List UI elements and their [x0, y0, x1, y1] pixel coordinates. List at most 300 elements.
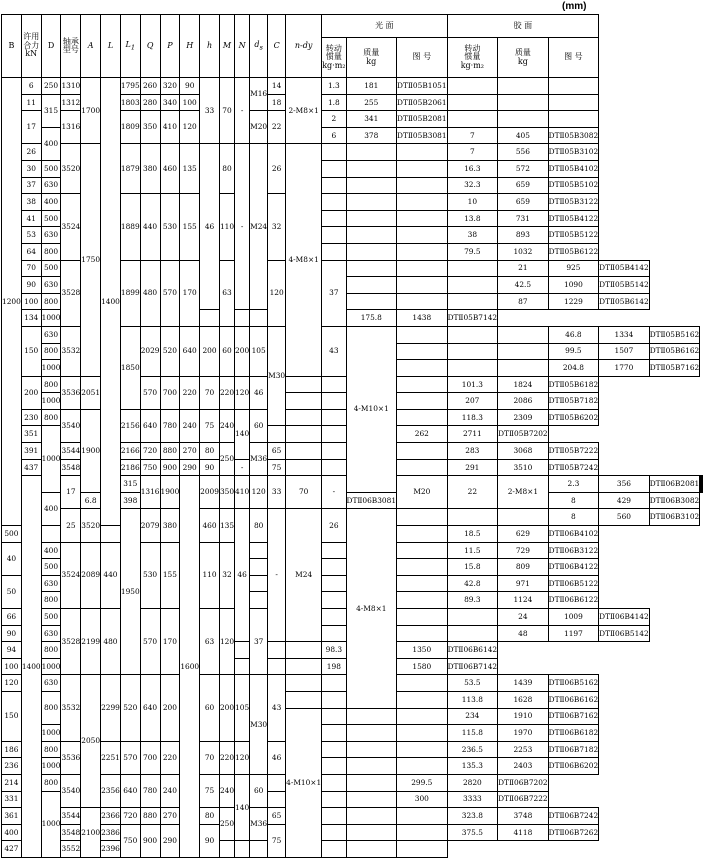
table-cell: 46.8 — [548, 326, 599, 343]
table-cell: 66 — [2, 609, 22, 626]
header-allow-torque: 许用合力kN — [21, 15, 41, 78]
table-cell: 750 — [140, 459, 160, 476]
table-cell — [322, 725, 346, 742]
table-cell: 630 — [41, 625, 61, 642]
table-cell: 240 — [219, 774, 234, 807]
table-cell: 1600 — [180, 476, 200, 858]
table-cell: 800 — [41, 741, 61, 758]
table-cell — [322, 625, 346, 642]
table-cell — [548, 94, 599, 111]
table-cell — [397, 443, 448, 460]
table-cell: DTⅡ06B5162 — [548, 675, 599, 692]
table-cell: 80 — [250, 509, 268, 542]
table-cell: 2820 — [447, 774, 498, 791]
table-cell: 1.8 — [322, 94, 346, 111]
table-cell: 220 — [180, 376, 200, 409]
table-cell: 63 — [200, 609, 220, 675]
table-cell: 800 — [41, 409, 61, 426]
table-cell: 37 — [21, 177, 41, 194]
table-cell: 120 — [235, 741, 250, 774]
table-cell: 1197 — [548, 625, 599, 642]
table-cell: 720 — [120, 808, 140, 825]
table-cell — [286, 691, 322, 708]
table-cell: 3520 — [61, 144, 81, 194]
header-p: P — [160, 15, 180, 78]
table-cell: - — [235, 144, 250, 310]
table-cell — [447, 293, 498, 310]
table-cell: 30 — [21, 160, 41, 177]
table-cell: - — [235, 459, 250, 476]
table-cell: 3528 — [61, 260, 81, 326]
table-cell: DTⅡ06B7162 — [548, 708, 599, 725]
table-cell: 25 — [61, 509, 81, 542]
table-cell: 236 — [2, 758, 22, 775]
table-cell: 1000 — [41, 310, 61, 327]
table-cell: 118.3 — [447, 409, 498, 426]
table-cell: 101.3 — [447, 376, 498, 393]
table-cell: 1350 — [397, 642, 448, 659]
table-cell — [447, 94, 498, 111]
table-cell: 460 — [200, 509, 220, 542]
table-row — [2, 824, 703, 841]
table-cell — [322, 758, 346, 775]
table-cell — [346, 708, 397, 725]
table-cell: 3540 — [61, 409, 81, 442]
table-cell: 270 — [180, 443, 200, 460]
table-cell: 1090 — [548, 277, 599, 294]
table-cell — [322, 774, 346, 791]
header-bearing-model: 轴承型号 — [61, 15, 81, 78]
table-cell — [397, 542, 448, 559]
table-cell: 90 — [200, 459, 220, 476]
table-cell: 10 — [447, 194, 498, 211]
table-cell: 2199 — [81, 609, 101, 675]
table-cell: 270 — [160, 808, 180, 825]
table-cell: 630 — [41, 227, 61, 244]
table-cell: 800 — [41, 343, 61, 360]
table-cell: 2009 — [200, 476, 220, 509]
table-cell: DTⅡ05B4102 — [548, 160, 599, 177]
table-cell — [397, 277, 448, 294]
table-cell: 300 — [397, 791, 448, 808]
table-cell — [397, 526, 448, 543]
table-cell: 3524 — [61, 194, 81, 260]
table-cell: 255 — [346, 94, 397, 111]
table-cell: 280 — [140, 94, 160, 111]
table-cell: 115.8 — [447, 725, 498, 742]
table-cell: 480 — [101, 609, 121, 675]
table-cell — [322, 160, 346, 177]
table-cell: 110 — [219, 194, 234, 260]
table-cell: 38 — [447, 227, 498, 244]
table-cell: 43 — [268, 675, 286, 741]
table-cell: 2251 — [101, 741, 121, 774]
table-cell — [346, 758, 397, 775]
table-cell: DTⅡ05B3082 — [548, 127, 599, 144]
table-cell: 530 — [140, 542, 160, 608]
table-cell: 90 — [180, 78, 200, 95]
table-cell: 1000 — [41, 426, 61, 492]
table-cell: DTⅡ06B6162 — [548, 691, 599, 708]
header-h-upper: H — [180, 15, 200, 78]
table-cell: 2356 — [101, 774, 121, 807]
table-cell: 236.5 — [447, 741, 498, 758]
table-cell: DTⅡ06B7182 — [548, 741, 599, 758]
table-cell: 65 — [268, 443, 286, 460]
table-cell: 290 — [160, 824, 180, 857]
table-cell: 50 — [2, 575, 22, 608]
table-cell: DTⅡ05B5162 — [649, 326, 700, 343]
table-cell — [397, 725, 448, 742]
table-cell: DTⅡ06B6122 — [548, 592, 599, 609]
table-cell: 1900 — [160, 476, 180, 509]
table-cell: 1229 — [548, 293, 599, 310]
table-cell: 175.8 — [346, 310, 397, 327]
table-cell — [250, 310, 268, 327]
table-cell: 800 — [41, 376, 61, 393]
table-cell — [322, 575, 346, 592]
table-cell: 3510 — [498, 459, 549, 476]
table-cell: 500 — [41, 260, 61, 277]
table-cell: 60 — [219, 326, 234, 376]
table-cell: 700 — [160, 376, 180, 409]
table-cell — [346, 741, 397, 758]
table-cell: 170 — [180, 260, 200, 326]
table-cell: 200 — [160, 675, 180, 741]
table-cell: 1000 — [41, 791, 61, 857]
table-cell: 2396 — [101, 841, 121, 858]
table-cell — [322, 808, 346, 825]
table-cell: 1316 — [140, 476, 160, 509]
table-cell: 3548 — [61, 824, 81, 841]
table-cell: M20 — [250, 111, 268, 144]
table-cell: 800 — [41, 293, 61, 310]
table-cell — [346, 808, 397, 825]
table-cell — [346, 177, 397, 194]
table-cell: 398 — [120, 492, 140, 509]
table-cell: 32 — [268, 194, 286, 260]
table-cell: 1900 — [81, 409, 101, 492]
table-cell: 234 — [447, 708, 498, 725]
table-cell: 1000 — [41, 725, 61, 742]
table-cell: 6 — [322, 127, 346, 144]
table-cell: DTⅡ06B5122 — [548, 575, 599, 592]
table-cell — [322, 144, 346, 161]
table-cell — [346, 260, 397, 277]
table-cell: 200 — [235, 326, 250, 376]
table-cell: 400 — [41, 542, 61, 559]
table-cell: 731 — [498, 210, 549, 227]
table-cell: 1628 — [498, 691, 549, 708]
table-cell: 323.8 — [447, 808, 498, 825]
table-cell: DTⅡ06B7262 — [548, 824, 599, 841]
table-cell: 3536 — [61, 741, 81, 774]
table-cell — [268, 426, 286, 443]
table-cell: 630 — [41, 177, 61, 194]
table-cell: DTⅡ06B7142 — [447, 658, 498, 675]
table-cell: 46 — [250, 376, 268, 409]
table-cell: 40 — [2, 542, 22, 575]
table-cell — [250, 592, 268, 609]
table-cell — [268, 791, 286, 808]
table-cell: 99.5 — [548, 343, 599, 360]
table-cell: 15.8 — [447, 559, 498, 576]
table-cell: 893 — [498, 227, 549, 244]
header-ds — [250, 15, 268, 78]
table-cell: M24 — [250, 144, 268, 310]
table-cell: 800 — [41, 642, 61, 659]
table-cell: 46 — [200, 144, 220, 310]
table-row — [2, 774, 703, 791]
table-cell: 1700 — [81, 78, 101, 144]
table-cell — [346, 277, 397, 294]
table-cell: 700 — [140, 741, 160, 774]
table-cell: 375.5 — [447, 824, 498, 841]
table-cell — [322, 708, 346, 725]
table-cell: 90 — [21, 277, 41, 294]
table-cell: 400 — [2, 824, 22, 841]
table-cell: 79.5 — [447, 243, 498, 260]
table-cell: 75 — [200, 774, 220, 807]
table-cell: 2403 — [498, 758, 549, 775]
header-rubber-group: 胶 面 — [447, 15, 599, 38]
table-cell: 659 — [498, 177, 549, 194]
table-cell: 405 — [498, 127, 549, 144]
table-cell: 630 — [41, 575, 61, 592]
table-cell: 2186 — [120, 459, 140, 476]
table-cell: 1032 — [498, 243, 549, 260]
table-cell: 120 — [180, 111, 200, 144]
table-cell — [322, 542, 346, 559]
table-cell: 230 — [21, 409, 41, 426]
table-cell: 378 — [346, 127, 397, 144]
table-cell: 3528 — [61, 609, 81, 675]
table-cell: 250 — [219, 443, 234, 476]
header-smooth-group: 光 面 — [322, 15, 447, 38]
table-cell: 181 — [346, 78, 397, 95]
table-cell: 640 — [120, 774, 140, 807]
table-cell — [322, 376, 346, 393]
table-cell: 350 — [219, 476, 234, 509]
table-cell — [322, 741, 346, 758]
table-cell — [286, 675, 322, 692]
table-cell: 437 — [21, 459, 41, 476]
table-cell: DTⅡ05B7142 — [447, 310, 498, 327]
table-cell: 530 — [160, 194, 180, 260]
table-cell: 64 — [21, 243, 41, 260]
table-cell: 299.5 — [397, 774, 448, 791]
table-cell: 440 — [140, 194, 160, 260]
table-cell: 800 — [41, 691, 61, 724]
table-cell — [447, 509, 498, 526]
table-cell: 3548 — [61, 459, 81, 476]
table-cell: 315 — [120, 476, 140, 493]
table-cell — [322, 227, 346, 244]
table-cell — [447, 277, 498, 294]
table-cell: DTⅡ06B3122 — [548, 542, 599, 559]
table-cell — [286, 409, 322, 426]
table-cell: 11 — [21, 94, 41, 111]
table-cell: M36 — [250, 443, 268, 476]
table-cell: 3544 — [61, 808, 81, 825]
table-cell: 341 — [346, 111, 397, 128]
table-cell: 260 — [140, 78, 160, 95]
table-cell — [447, 260, 498, 277]
header-b: B — [2, 15, 22, 78]
table-cell: 2366 — [101, 808, 121, 825]
table-cell: 110 — [200, 542, 220, 608]
table-cell — [322, 393, 346, 410]
table-cell: 70 — [286, 476, 322, 509]
table-cell: 520 — [160, 326, 180, 376]
table-cell — [397, 260, 448, 277]
table-cell — [397, 393, 448, 410]
table-row — [2, 808, 703, 825]
header-rubber-inertia: 转动 惯量 kg·m₂ — [447, 38, 498, 78]
table-cell — [397, 509, 448, 526]
table-cell: 630 — [41, 277, 61, 294]
table-cell: 80 — [200, 808, 220, 825]
table-cell: 1.3 — [322, 78, 346, 95]
table-cell: DTⅡ06B2081 — [649, 476, 700, 493]
table-cell: 240 — [219, 409, 234, 442]
table-cell: 150 — [21, 326, 41, 376]
table-cell: 2.3 — [548, 476, 599, 493]
table-cell: 8 — [548, 492, 599, 509]
table-cell: 37 — [322, 260, 346, 326]
table-cell: DTⅡ06B7242 — [548, 808, 599, 825]
table-cell: 220 — [219, 376, 234, 409]
table-cell: 250 — [41, 78, 61, 95]
table-cell: 2 — [322, 111, 346, 128]
table-cell — [548, 78, 599, 95]
table-cell: 570 — [140, 609, 160, 675]
table-cell: 60 — [250, 409, 268, 442]
table-cell: 2050 — [81, 675, 101, 808]
table-cell: 41 — [21, 210, 41, 227]
table-cell — [498, 326, 549, 343]
table-cell: DTⅡ05B1051 — [397, 78, 448, 95]
table-cell — [235, 841, 250, 858]
table-cell — [346, 194, 397, 211]
table-cell — [322, 559, 346, 576]
table-cell: DTⅡ06B3082 — [649, 492, 700, 509]
table-cell: 22 — [268, 111, 286, 144]
table-cell: 3748 — [498, 808, 549, 825]
table-cell — [498, 78, 549, 95]
table-cell: 70 — [200, 741, 220, 774]
table-cell: 1439 — [498, 675, 549, 692]
table-cell: DTⅡ05B6202 — [548, 409, 599, 426]
table-cell: 1809 — [120, 111, 140, 144]
table-cell: 331 — [2, 791, 22, 808]
table-cell: 291 — [447, 459, 498, 476]
table-cell: 630 — [41, 675, 61, 692]
table-cell: 2299 — [101, 675, 121, 741]
table-cell — [447, 625, 498, 642]
table-cell — [397, 360, 448, 377]
header-rubber-mass: 质量 kg — [498, 38, 549, 78]
table-cell: 1310 — [61, 78, 81, 95]
table-cell: 18.5 — [447, 526, 498, 543]
table-cell — [397, 625, 448, 642]
table-cell: 1438 — [397, 310, 448, 327]
table-cell: 170 — [160, 609, 180, 675]
table-cell: DTⅡ05B6162 — [649, 343, 700, 360]
table-cell: 90 — [2, 625, 22, 642]
table-cell: 32.3 — [447, 177, 498, 194]
table-cell — [322, 243, 346, 260]
table-cell: - — [268, 509, 286, 642]
table-cell — [447, 609, 498, 626]
table-cell — [268, 642, 286, 659]
table-cell: DTⅡ05B7222 — [548, 443, 599, 460]
table-cell: M24 — [286, 509, 322, 642]
table-cell: M30 — [268, 326, 286, 426]
table-cell: 925 — [548, 260, 599, 277]
table-cell: 17 — [61, 476, 81, 509]
header-q: Q — [140, 15, 160, 78]
table-cell — [346, 210, 397, 227]
table-cell: DTⅡ06B4122 — [548, 559, 599, 576]
table-cell — [397, 741, 448, 758]
table-row — [2, 841, 703, 858]
table-cell — [322, 409, 346, 426]
table-cell — [397, 808, 448, 825]
table-cell: 3524 — [61, 542, 81, 608]
table-cell: DTⅡ06B6202 — [548, 758, 599, 775]
table-cell: 150 — [2, 691, 22, 741]
table-cell — [397, 160, 448, 177]
table-cell: 87 — [498, 293, 549, 310]
table-cell: 2711 — [447, 426, 498, 443]
table-cell: 4-M8×1 — [286, 144, 322, 376]
table-cell: 4118 — [498, 824, 549, 841]
table-cell — [322, 824, 346, 841]
table-cell — [397, 144, 448, 161]
table-cell: 1879 — [120, 144, 140, 194]
table-cell: 427 — [2, 841, 22, 858]
table-cell: 429 — [599, 492, 650, 509]
table-cell: 640 — [180, 326, 200, 376]
table-cell: 1824 — [498, 376, 549, 393]
table-cell: 2386 — [101, 824, 121, 841]
table-cell: 809 — [498, 559, 549, 576]
table-cell: 410 — [160, 111, 180, 144]
table-cell: 400 — [41, 194, 61, 211]
table-row — [2, 78, 703, 95]
table-cell: 2086 — [498, 393, 549, 410]
table-cell — [397, 177, 448, 194]
table-cell — [346, 227, 397, 244]
table-cell: 21 — [498, 260, 549, 277]
table-cell: 1312 — [61, 94, 81, 111]
table-cell: 800 — [41, 774, 61, 791]
table-cell — [346, 144, 397, 161]
table-cell: 43 — [322, 326, 346, 376]
table-cell: 7 — [447, 144, 498, 161]
table-cell: 70 — [21, 260, 41, 277]
table-cell: 1750 — [81, 144, 101, 376]
table-cell — [250, 841, 268, 858]
table-cell: 26 — [268, 144, 286, 194]
table-cell: 3520 — [81, 509, 101, 542]
table-cell — [397, 409, 448, 426]
table-cell: 38 — [21, 194, 41, 211]
table-cell: 42.8 — [447, 575, 498, 592]
table-cell — [346, 824, 397, 841]
table-cell: 70 — [219, 78, 234, 144]
